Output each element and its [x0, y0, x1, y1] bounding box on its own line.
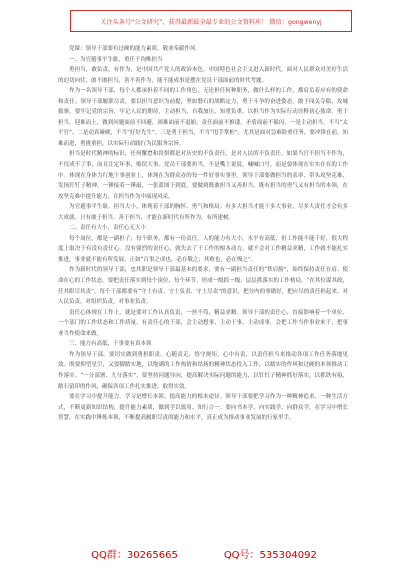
- section-heading: 三、能力有高低，干事要有真本领: [69, 341, 152, 348]
- footer: [0, 546, 408, 561]
- qq-group-text: QQ群：30265665: [91, 550, 178, 561]
- qq-number-text: QQ号：535304092: [223, 550, 317, 561]
- body-paragraph: 每个岗位，都是一副担子；每个职务，都有一份责任。人的能力有大小，水平有高低，但工作能不能干好，很大程度上取决于有没有责任心。没有强烈的责任心，就失去了干工作的根本动力，就不会对工作精益求精，工作就不能扎实推进，事业就不能有所发展。正如“百事之成也，必在敬之；其败也，必在慢之”。: [58, 235, 348, 263]
- body-paragraph: 勇担当，敢负责，有作为，是中国共产党人的政治本色。中国特色社会主义进入新时代，面对人民群众对美好生活的迫切向往，敢不敢担当，善不善作为，能不能成事是摆在党员干部面前的时代考题。: [58, 67, 348, 84]
- document-body: [58, 44, 348, 424]
- body-paragraph: 要在学习中提升能力。学习是增长本领、提高能力的根本途径。领导干部要把学习作为一种精神追求、一种生活方式，不断更新知识结构，提升能力素质，做到学以致用、知行合一。要向书本学、向实践学、向群众学，在学习中增长智慧，在实践中锤炼本领，不断提高履职尽责的能力和水平，真正成为推动事业发展的行家里手。: [58, 394, 348, 422]
- body-paragraph: 责任心体现在工作上，就是要对工作认真负责，一丝不苟，精益求精。领导干部的责任心，直接影响着一个单位、一个部门的工作状态和工作质量。有责任心的干部，会主动想事、主动干事、主动成事，会把工作当作事业来干，把事业当作使命来做。: [58, 309, 348, 337]
- section-heading: 二、责任有大小，责任心无大小: [69, 225, 147, 232]
- banner-text: 关注头条号“公文研究”，获得最新最全最专业的公文资料库！ 微信：gongwenyj: [100, 18, 322, 26]
- body-paragraph: 作为新时代的领导干部，忠其职是领导干部最基本的要求，要有一副担当责任的“铁肩膀”，始终保持责任在肩、使命在心的工作状态。要把责任落实到每个岗位、每个环节，形成一级抓一级、层层抓落实的工作格局。“在其位谋其政，任其职尽其责”，每个干部都要有“守土有责、守土负责、守土尽责”的意识，把分内的事做好，把应尽的责任担起来，对人民负责，对组织负责，对事业负责。: [58, 267, 348, 306]
- body-paragraph: 担当是时代精神的标识，任何懈怠和畏惧都是对历史的不负责任，是对人民的不负责任。如果当官不担当不作为，不仅成不了事，而且注定坏事，贻误大事。党员干部要担当，不是嘴上说说、喊喊口号，而是要体现在实实在在的工作中。体现在身体力行地干事创业上，体现在为群众办的每一件好事实事里。领导干部要做担当的表率，带头攻坚克难，发扬钉钉子精神，一锤接着一锤敲，一张蓝图干到底。要做到既敢担当又善担当，既有担当的勇气又有担当的本领，在攻坚克难中提升能力，在担当作为中展现风采。: [58, 151, 348, 200]
- paragraph-list: [58, 55, 348, 424]
- body-paragraph: 作为领导干部，要切实做到勇担职责、心随责走、恪守规矩，心中有责，以责任担当来推动各项工作任务落地见效。既要仰望星空，又要脚踏实地，以饱满的工作热情和昂扬的精神状态投入工作，以踏实的作风和过硬的本领推动工作落实。“一分部署，九分落实”，要坚持问题导向，提高解决实际问题的能力，以钉钉子精神抓好落实，以抓铁有痕、踏石留印的作风，确保各项工作扎实推进、取得实效。: [58, 351, 348, 390]
- top-banner: [70, 10, 352, 32]
- document-title-line: 党课：领导干部要有过硬的能力素质、敬业奉献作风: [69, 46, 196, 52]
- body-paragraph: 为官避事平生耻。担当大小，体现着干部的胸怀、勇气和格局；有多大担当才能干多大事业，尽多大责任才会有多大成就。只有敢于担当、善于担当，才能在新时代有所作为，有所建树。: [58, 204, 348, 221]
- section-heading: 一、为官避事平生耻，重任千钧唯担当: [69, 56, 163, 63]
- body-paragraph: 作为一名领导干部，每个人都承担着不同的工作角色，无论担任何种职务，做什么样的工作，都肩负着应有的使命和责任。领导干部履职尽责，要以担当意识为前提，坚如磐石的战略定力，勇于斗争的奋进姿态，敢于闯关夺隘、攻城拔寨。要牢记党的宗旨，牢记人民的期待，主动担当，自我加压，知重负重，以担当作为实际行动诠释初心使命。勇于担当，迎难而上，做到问题面前不回避，困难面前不退缩，责任面前不推诿，矛盾面前不躲闪。一是主动担当，不当“太平官”。二是动真碰硬，不当“好好先生”。三是勇于担当，不当“甩手掌柜”。尤其是面对急难险重任务，要冲锋在前，知难而进，勇挑重担，以实际行动践行为民服务宗旨。: [58, 88, 348, 147]
